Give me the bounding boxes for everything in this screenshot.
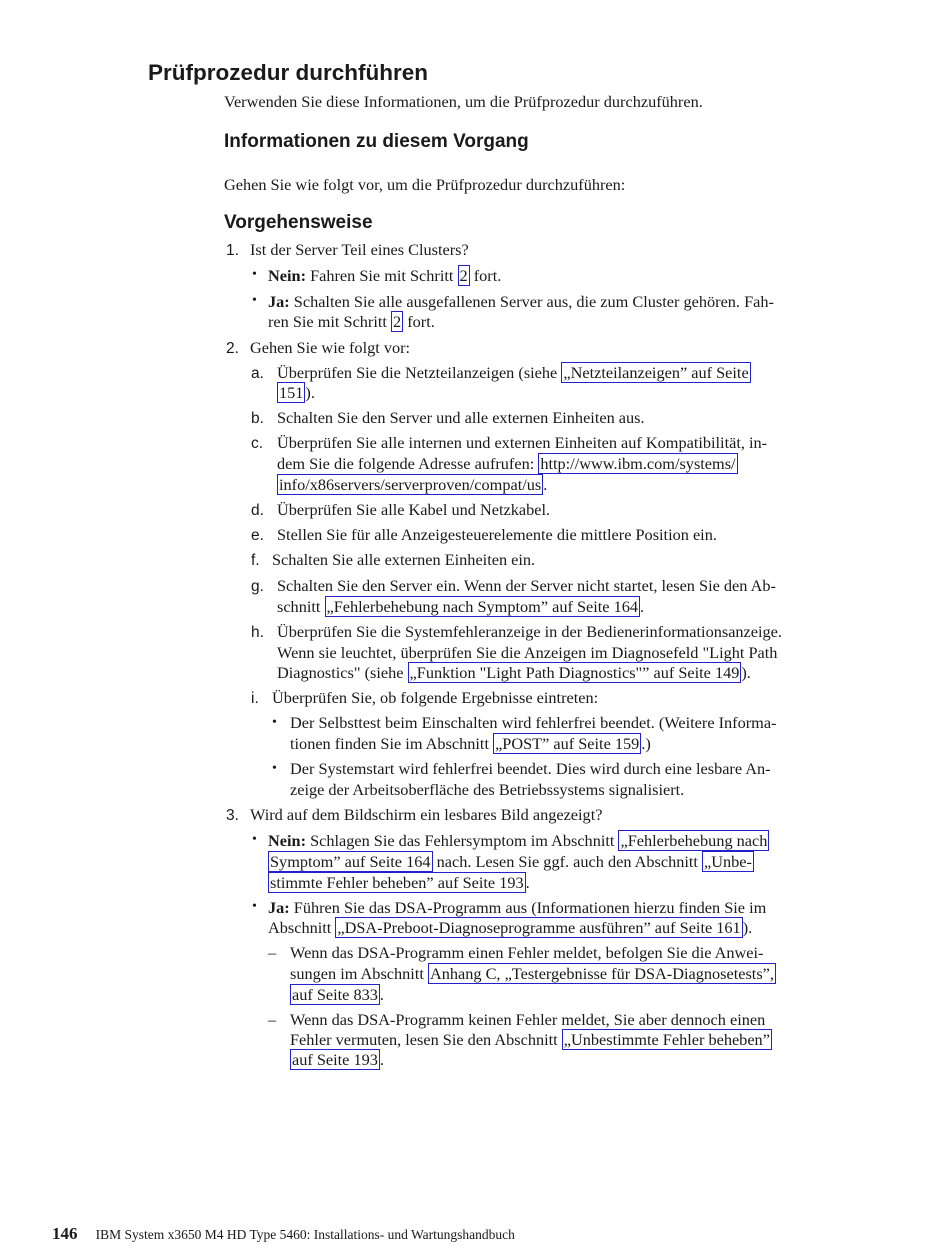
link-netzteilanzeigen[interactable]: „Netzteilanzeigen” auf Seite [563,363,749,382]
page-number: 146 [52,1224,78,1243]
step3-text: Wird auf dem Bildschirm ein lesbares Bild angezeigt? [250,805,603,824]
step2-text: Gehen Sie wie folgt vor: [250,338,411,357]
step2e-text: Stellen Sie für alle Anzeigesteuerelemente die mittlere Position ein. [277,525,717,544]
step2d-text: Überprüfen Sie alle Kabel und Netzkabel. [277,500,551,519]
step2h-line2: Wenn sie leuchtet, überprüfen Sie die Anzeigen im Diagnosefeld "Light Path [277,643,778,662]
link-dsa-preboot[interactable]: „DSA-Preboot-Diagnoseprogramme ausführen” auf Seite 161 [337,918,741,937]
step-number: 3. [226,807,239,824]
step3-nein-line1: Nein: Schlagen Sie das Fehlersymptom im Abschnitt „Fehlerbehebung nach [268,831,768,850]
procedure-heading: Vorgehensweise [224,212,373,233]
footer-text: IBM System x3650 M4 HD Type 5460: Installations- und Wartungshandbuch [95,1227,515,1242]
step2f-text: Schalten Sie alle externen Einheiten ein. [272,550,536,569]
link-serverproven-url[interactable]: http://www.ibm.com/systems/ [540,454,736,473]
step3-nein-line3: stimmte Fehler beheben” auf Seite 193 . [270,873,530,892]
step2c-line1: Überprüfen Sie alle internen und externen Einheiten auf Kompatibilität, in- [277,433,768,452]
step2i-bullet1-line2: tionen finden Sie im Abschnitt „POST” auf Seite 159 .) [290,734,651,753]
link-unbestimmte-fehler[interactable]: „Unbe- [704,852,752,871]
step2b-text: Schalten Sie den Server und alle externen Einheiten aus. [277,408,645,427]
step3-nein-line2: Symptom” auf Seite 164 nach. Lesen Sie ggf. auch den Abschnitt „Unbe- [270,852,752,871]
about-text: Gehen Sie wie folgt vor, um die Prüfprozedur durchzuführen: [224,175,626,194]
link-step-2[interactable]: 2 [393,312,402,331]
step2g-line1: Schalten Sie den Server ein. Wenn der Server nicht startet, lesen Sie den Ab- [277,576,776,595]
step2i-bullet1-line1: Der Selbsttest beim Einschalten wird fehlerfrei beendet. (Weitere Informa- [290,713,777,732]
step3-dash2-line2: Fehler vermuten, lesen Sie den Abschnitt „Unbestimmte Fehler beheben” [290,1030,770,1049]
page-title: Prüfprozedur durchführen [148,60,428,85]
link-anhang-c-page[interactable]: auf Seite 833 [292,985,378,1004]
step3-dash1-line2: sungen im Abschnitt Anhang C, „Testergebnisse für DSA-Diagnosetests”, [290,964,774,983]
substep-letter: e. [251,527,264,544]
substep-letter: g. [251,578,264,595]
link-netzteilanzeigen-page[interactable]: 151 [279,383,304,402]
link-post[interactable]: „POST” auf Seite 159 [495,734,640,753]
step2a-line2: 151 ). [279,383,315,402]
step2a-line1: Überprüfen Sie die Netzteilanzeigen (siehe „Netzteilanzeigen” auf Seite [277,363,749,382]
step-number: 1. [226,242,239,259]
substep-letter: f. [251,552,260,569]
substep-letter: a. [251,365,264,382]
link-unbestimmte-fehler[interactable]: „Unbestimmte Fehler beheben” [563,1030,770,1049]
bullet: • [252,899,257,914]
bullet: • [252,832,257,847]
step2h-line3: Diagnostics" (siehe „Funktion "Light Path Diagnostics"” auf Seite 149 ). [277,663,751,682]
step2g-line2: schnitt „Fehlerbehebung nach Symptom” auf Seite 164 . [277,597,645,616]
substep-letter: b. [251,410,264,427]
step1-ja-cont: ren Sie mit Schritt 2 fort. [268,312,435,331]
step1-nein: Nein: Fahren Sie mit Schritt 2 fort. [268,266,502,285]
substep-letter: h. [251,624,264,641]
step3-ja-line1: Ja: Führen Sie das DSA-Programm aus (Informationen hierzu finden Sie im [268,898,767,917]
page-footer [52,1224,515,1244]
link-fehlerbehebung-symptom[interactable]: „Fehlerbehebung nach Symptom” auf Seite 164 [326,597,639,616]
step2h-line1: Überprüfen Sie die Systemfehleranzeige in der Bedienerinformationsanzeige. [277,622,782,641]
about-heading: Informationen zu diesem Vorgang [224,131,529,152]
step1-ja: Ja: Schalten Sie alle ausgefallenen Server aus, die zum Cluster gehören. Fah- [268,292,774,311]
link-fehlerbehebung-symptom[interactable]: „Fehlerbehebung nach [620,831,768,850]
step2c-line2: dem Sie die folgende Adresse aufrufen: http://www.ibm.com/systems/ [277,454,736,473]
step3-dash1-line3: auf Seite 833 . [292,985,384,1004]
bullet: • [272,715,277,730]
step2c-line3: info/x86servers/serverproven/compat/us . [279,475,548,494]
bullet: • [252,267,257,282]
substep-letter: i. [251,690,259,707]
step2i-bullet2-line2: zeige der Arbeitsoberfläche des Betriebssystems signalisiert. [290,780,685,799]
dash: – [268,943,277,962]
step3-dash1-line1: Wenn das DSA-Programm einen Fehler meldet, befolgen Sie die Anwei- [290,943,764,962]
step2i-text: Überprüfen Sie, ob folgende Ergebnisse eintreten: [272,688,599,707]
step3-dash2-line1: Wenn das DSA-Programm keinen Fehler meldet, Sie aber dennoch einen [290,1010,766,1029]
link-unbestimmte-fehler-page[interactable]: auf Seite 193 [292,1050,378,1069]
link-serverproven-url-cont[interactable]: info/x86servers/serverproven/compat/us [279,475,542,494]
intro-text: Verwenden Sie diese Informationen, um die Prüfprozedur durchzuführen. [224,92,703,111]
link-step-2[interactable]: 2 [459,266,468,285]
link-anhang-c[interactable]: Anhang C, „Testergebnisse für DSA-Diagnosetests”, [429,964,774,983]
link-fehlerbehebung-symptom-cont[interactable]: Symptom” auf Seite 164 [270,852,431,871]
substep-letter: c. [251,435,264,452]
substep-letter: d. [251,502,264,519]
bullet: • [252,293,257,308]
link-unbestimmte-fehler-cont[interactable]: stimmte Fehler beheben” auf Seite 193 [270,873,524,892]
step3-dash2-line3: auf Seite 193 . [292,1050,384,1069]
link-light-path-diagnostics[interactable]: „Funktion "Light Path Diagnostics"” auf Seite 149 [409,663,740,682]
step-number: 2. [226,340,239,357]
step3-ja-line2: Abschnitt „DSA-Preboot-Diagnoseprogramme ausführen” auf Seite 161 ). [268,918,753,937]
step2i-bullet2-line1: Der Systemstart wird fehlerfrei beendet. Dies wird durch eine lesbare An- [290,759,771,778]
dash: – [268,1010,277,1029]
bullet: • [272,761,277,776]
step1-text: Ist der Server Teil eines Clusters? [250,240,469,259]
